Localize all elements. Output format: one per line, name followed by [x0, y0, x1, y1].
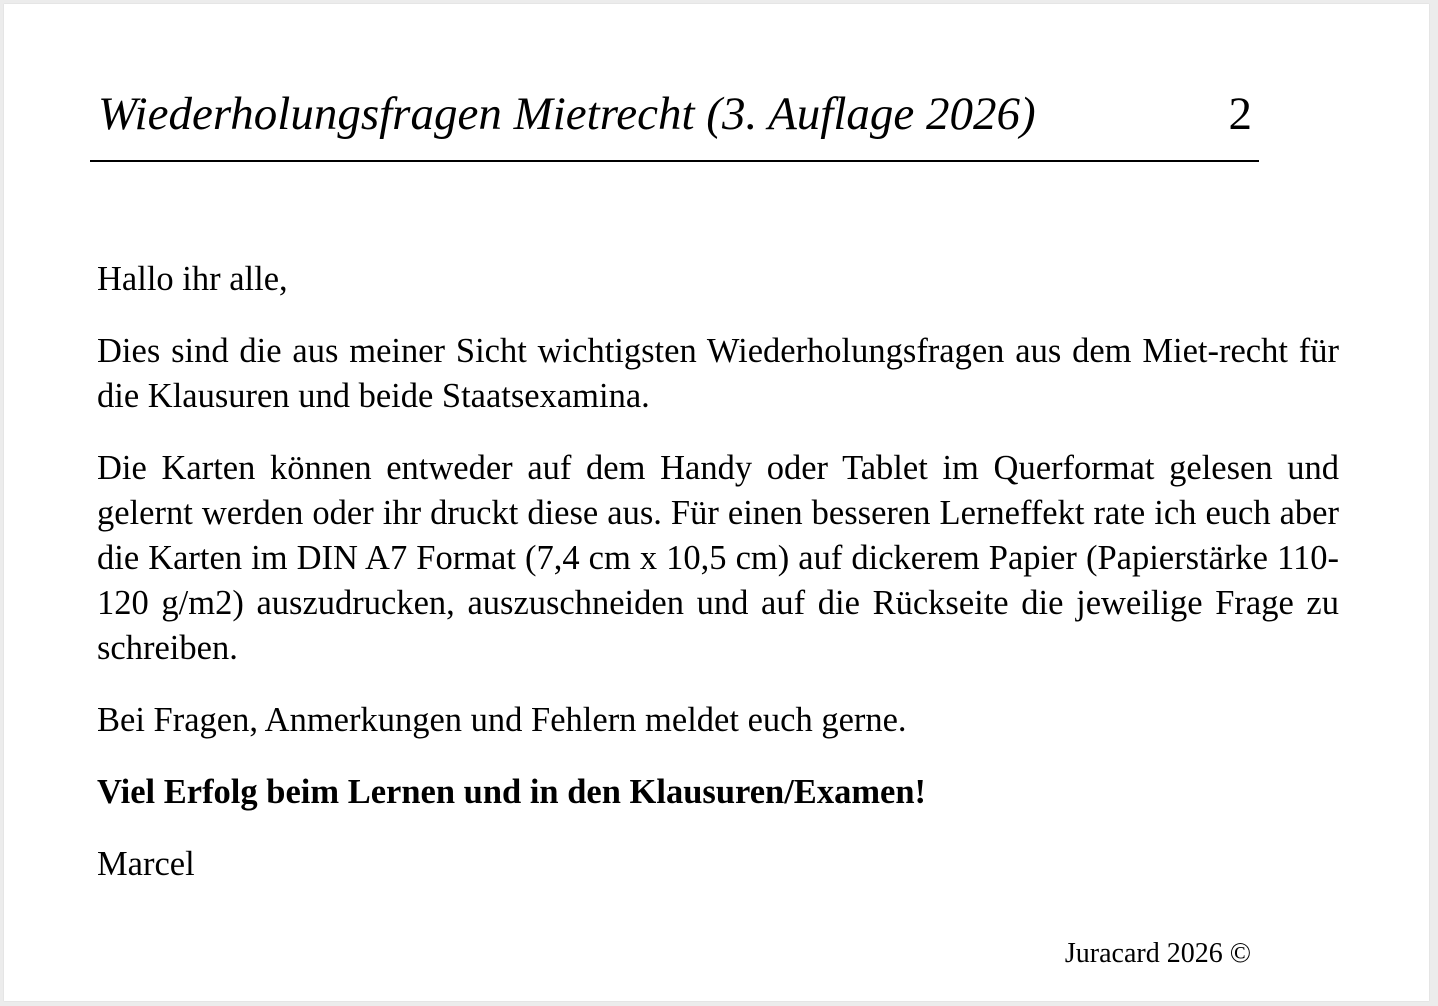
signature: Marcel	[97, 845, 195, 883]
feedback-paragraph: Bei Fragen, Anmerkungen und Fehlern meldet euch gerne.	[97, 701, 907, 739]
document-body	[97, 257, 1339, 914]
copyright-footer: Juracard 2026 ©	[1064, 938, 1251, 969]
intro-paragraph: Dies sind die aus meiner Sicht wichtigsten Wiederholungsfragen aus dem Miet-recht für die Klausuren und beide Staatsexamina.	[97, 332, 1339, 415]
document-page	[4, 4, 1429, 1001]
page-number: 2	[1228, 88, 1252, 140]
usage-paragraph: Die Karten können entweder auf dem Handy oder Tablet im Querformat gelesen und gelernt werden oder ihr druckt diese aus. Für einen besseren Lerneffekt rate ich euch aber die Karten im DIN A7 Format (7,4 cm x 10,5 cm) auf dickerem Papier (Papierstärke 110-120 g/m2) auszudrucken, auszuschneiden und auf die Rückseite die jeweilige Frage zu schreiben.	[97, 449, 1339, 667]
document-title: Wiederholungsfragen Mietrecht (3. Auflage 2026)	[98, 88, 1036, 140]
greeting-text: Hallo ihr alle,	[97, 260, 288, 298]
closing-line: Viel Erfolg beim Lernen und in den Klausuren/Examen!	[97, 773, 927, 811]
page-header	[90, 84, 1259, 162]
